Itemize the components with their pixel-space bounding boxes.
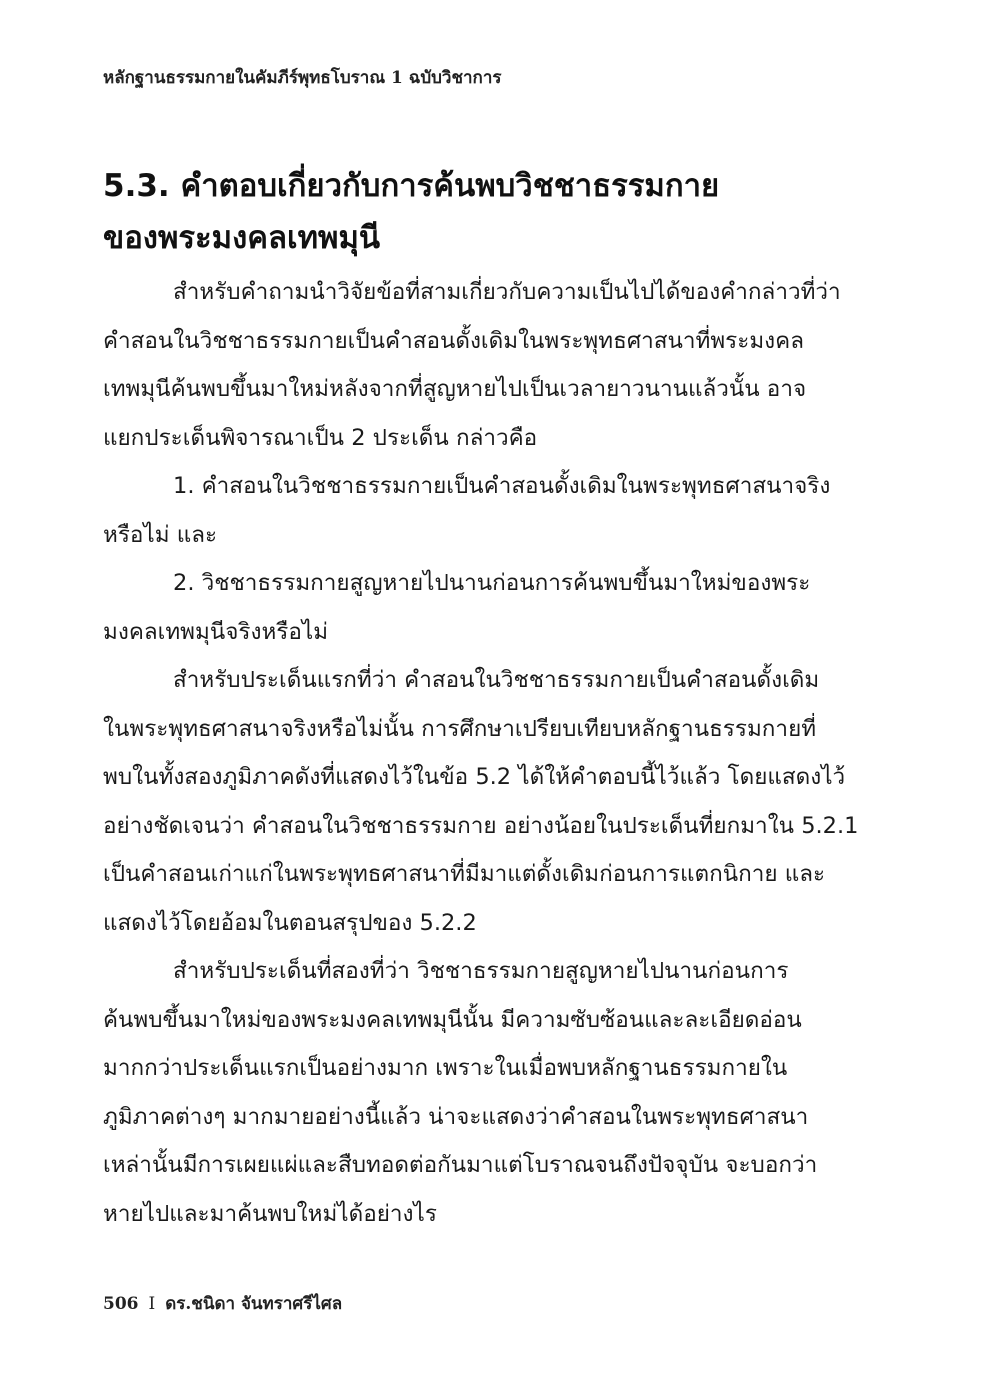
text-line: ในพระพุทธศาสนาจริงหรือไม่นั้น การศึกษาเปรียบเทียบหลักฐานธรรมกายที่ — [103, 715, 817, 742]
list-item — [103, 559, 860, 656]
text-line: แยกประเด็นพิจารณาเป็น 2 ประเด็น กล่าวคือ — [103, 424, 538, 451]
text-line: ค้นพบขึ้นมาใหม่ของพระมงคลเทพมุนีนั้น มีความซับซ้อนและละเอียดอ่อน — [103, 1006, 802, 1033]
author-name: ดร.ชนิดา จันทราศรีไศล — [165, 1294, 343, 1314]
section-title — [103, 160, 883, 264]
list-item — [103, 462, 860, 559]
footer-separator: I — [148, 1294, 156, 1314]
paragraph — [103, 947, 860, 1238]
body-text — [103, 268, 860, 1238]
page-footer — [103, 1290, 342, 1317]
text-line: ภูมิภาคต่างๆ มากมายอย่างนี้แล้ว น่าจะแสดงว่าคำสอนในพระพุทธศาสนา — [103, 1103, 809, 1130]
paragraph — [103, 268, 860, 462]
text-line: แสดงไว้โดยอ้อมในตอนสรุปของ 5.2.2 — [103, 909, 477, 936]
text-line: คำสอนในวิชชาธรรมกายเป็นคำสอนดั้งเดิมในพระพุทธศาสนาที่พระมงคล — [103, 327, 804, 354]
text-line: 1. คำสอนในวิชชาธรรมกายเป็นคำสอนดั้งเดิมในพระพุทธศาสนาจริง — [173, 473, 831, 499]
text-line: หรือไม่ และ — [103, 521, 218, 548]
text-line: เทพมุนีค้นพบขึ้นมาใหม่หลังจากที่สูญหายไปเป็นเวลายาวนานแล้วนั้น อาจ — [103, 376, 807, 402]
text-line: มงคลเทพมุนีจริงหรือไม่ — [103, 618, 329, 645]
text-line: สำหรับประเด็นแรกที่ว่า คำสอนในวิชชาธรรมกายเป็นคำสอนดั้งเดิม — [173, 667, 820, 693]
running-header: หลักฐานธรรมกายในคัมภีร์พุทธโบราณ 1 ฉบับวิชาการ — [103, 68, 502, 88]
page-number: 506 — [103, 1294, 139, 1314]
text-line: หายไปและมาค้นพบใหม่ได้อย่างไร — [103, 1200, 437, 1227]
text-line: มากกว่าประเด็นแรกเป็นอย่างมาก เพราะในเมื่อพบหลักฐานธรรมกายใน — [103, 1055, 788, 1081]
text-line: เหล่านั้นมีการเผยแผ่และสืบทอดต่อกันมาแต่โบราณจนถึงปัจจุบัน จะบอกว่า — [103, 1152, 818, 1178]
text-line: พบในทั้งสองภูมิภาคดังที่แสดงไว้ในข้อ 5.2 ได้ให้คำตอบนี้ไว้แล้ว โดยแสดงไว้ — [103, 764, 846, 790]
paragraph — [103, 656, 860, 947]
text-line: 2. วิชชาธรรมกายสูญหายไปนานก่อนการค้นพบขึ้นมาใหม่ของพระ — [173, 570, 811, 596]
text-line: สำหรับประเด็นที่สองที่ว่า วิชชาธรรมกายสูญหายไปนานก่อนการ — [173, 958, 789, 984]
text-line: เป็นคำสอนเก่าแก่ในพระพุทธศาสนาที่มีมาแต่ดั้งเดิมก่อนการแตกนิกาย และ — [103, 861, 826, 887]
section-title-line: 5.3. คำตอบเกี่ยวกับการค้นพบวิชชาธรรมกาย — [103, 168, 720, 204]
text-line: สำหรับคำถามนำวิจัยข้อที่สามเกี่ยวกับความเป็นไปได้ของคำกล่าวที่ว่า — [173, 279, 841, 305]
section-title-line: ของพระมงคลเทพมุนี — [103, 220, 381, 256]
text-line: อย่างชัดเจนว่า คำสอนในวิชชาธรรมกาย อย่างน้อยในประเด็นที่ยกมาใน 5.2.1 — [103, 812, 859, 839]
